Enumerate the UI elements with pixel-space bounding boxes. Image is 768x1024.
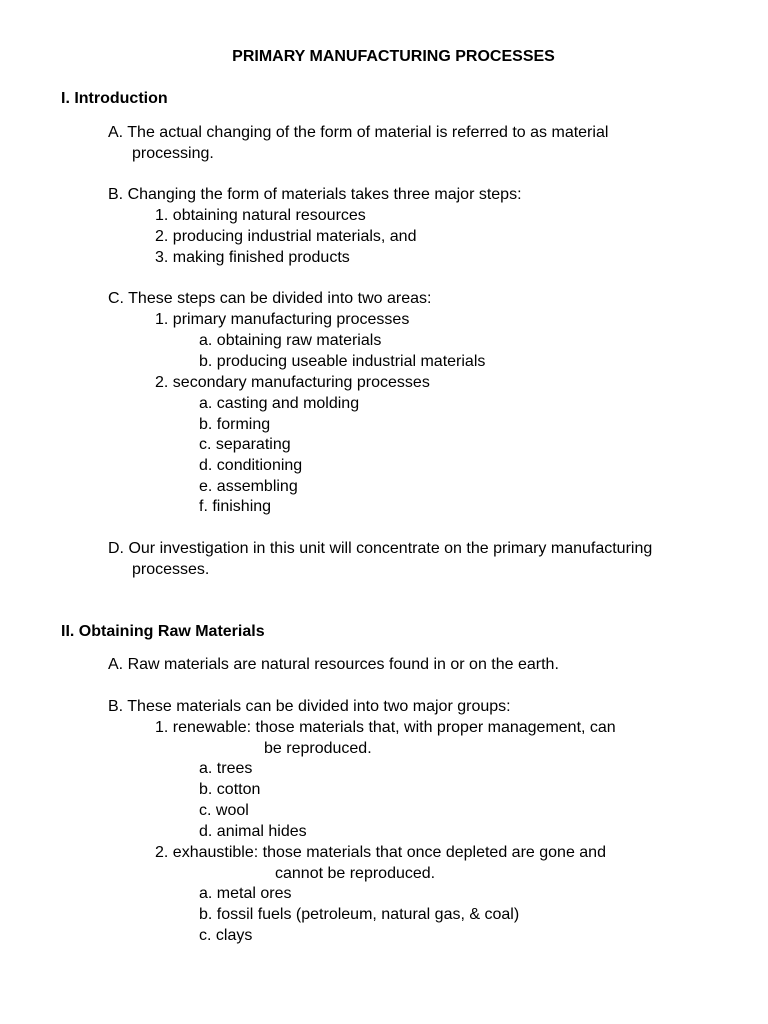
list-item: e. assembling (199, 478, 298, 495)
list-item-continuation: cannot be reproduced. (275, 865, 436, 882)
paragraph-c: C. These steps can be divided into two areas: (108, 290, 432, 307)
list-item: f. finishing (199, 498, 272, 515)
list-item: b. producing useable industrial materials (199, 353, 486, 370)
paragraph-d-line-1: D. Our investigation in this unit will concentrate on the primary manufacturing (108, 540, 653, 557)
list-item: c. clays (199, 927, 253, 944)
list-item: d. conditioning (199, 457, 303, 474)
paragraph-b: B. These materials can be divided into two major groups: (108, 698, 511, 715)
list-item: b. cotton (199, 781, 261, 798)
section-heading-raw-materials: II. Obtaining Raw Materials (61, 623, 265, 640)
paragraph-a: A. Raw materials are natural resources found in or on the earth. (108, 656, 559, 673)
list-item: c. wool (199, 802, 249, 819)
list-item: a. casting and molding (199, 395, 360, 412)
section-heading-introduction: I. Introduction (61, 90, 168, 107)
paragraph-d-line-2: processes. (132, 561, 210, 578)
list-item: 1. primary manufacturing processes (155, 311, 410, 328)
list-item: d. animal hides (199, 823, 307, 840)
list-item-continuation: be reproduced. (264, 740, 372, 757)
paragraph-a-line-1: A. The actual changing of the form of material is referred to as material (108, 124, 609, 141)
list-item: 1. obtaining natural resources (155, 207, 366, 224)
page-title: PRIMARY MANUFACTURING PROCESSES (232, 48, 555, 65)
list-item: a. obtaining raw materials (199, 332, 382, 349)
list-item: b. forming (199, 416, 271, 433)
list-item: 2. exhaustible: those materials that once depleted are gone and (155, 844, 606, 861)
paragraph-b: B. Changing the form of materials takes three major steps: (108, 186, 522, 203)
list-item: b. fossil fuels (petroleum, natural gas, & coal) (199, 906, 520, 923)
list-item: a. metal ores (199, 885, 292, 902)
list-item: c. separating (199, 436, 291, 453)
list-item: a. trees (199, 760, 253, 777)
list-item: 2. secondary manufacturing processes (155, 374, 430, 391)
list-item: 1. renewable: those materials that, with proper management, can (155, 719, 616, 736)
paragraph-a-line-2: processing. (132, 145, 214, 162)
list-item: 3. making finished products (155, 249, 350, 266)
list-item: 2. producing industrial materials, and (155, 228, 417, 245)
